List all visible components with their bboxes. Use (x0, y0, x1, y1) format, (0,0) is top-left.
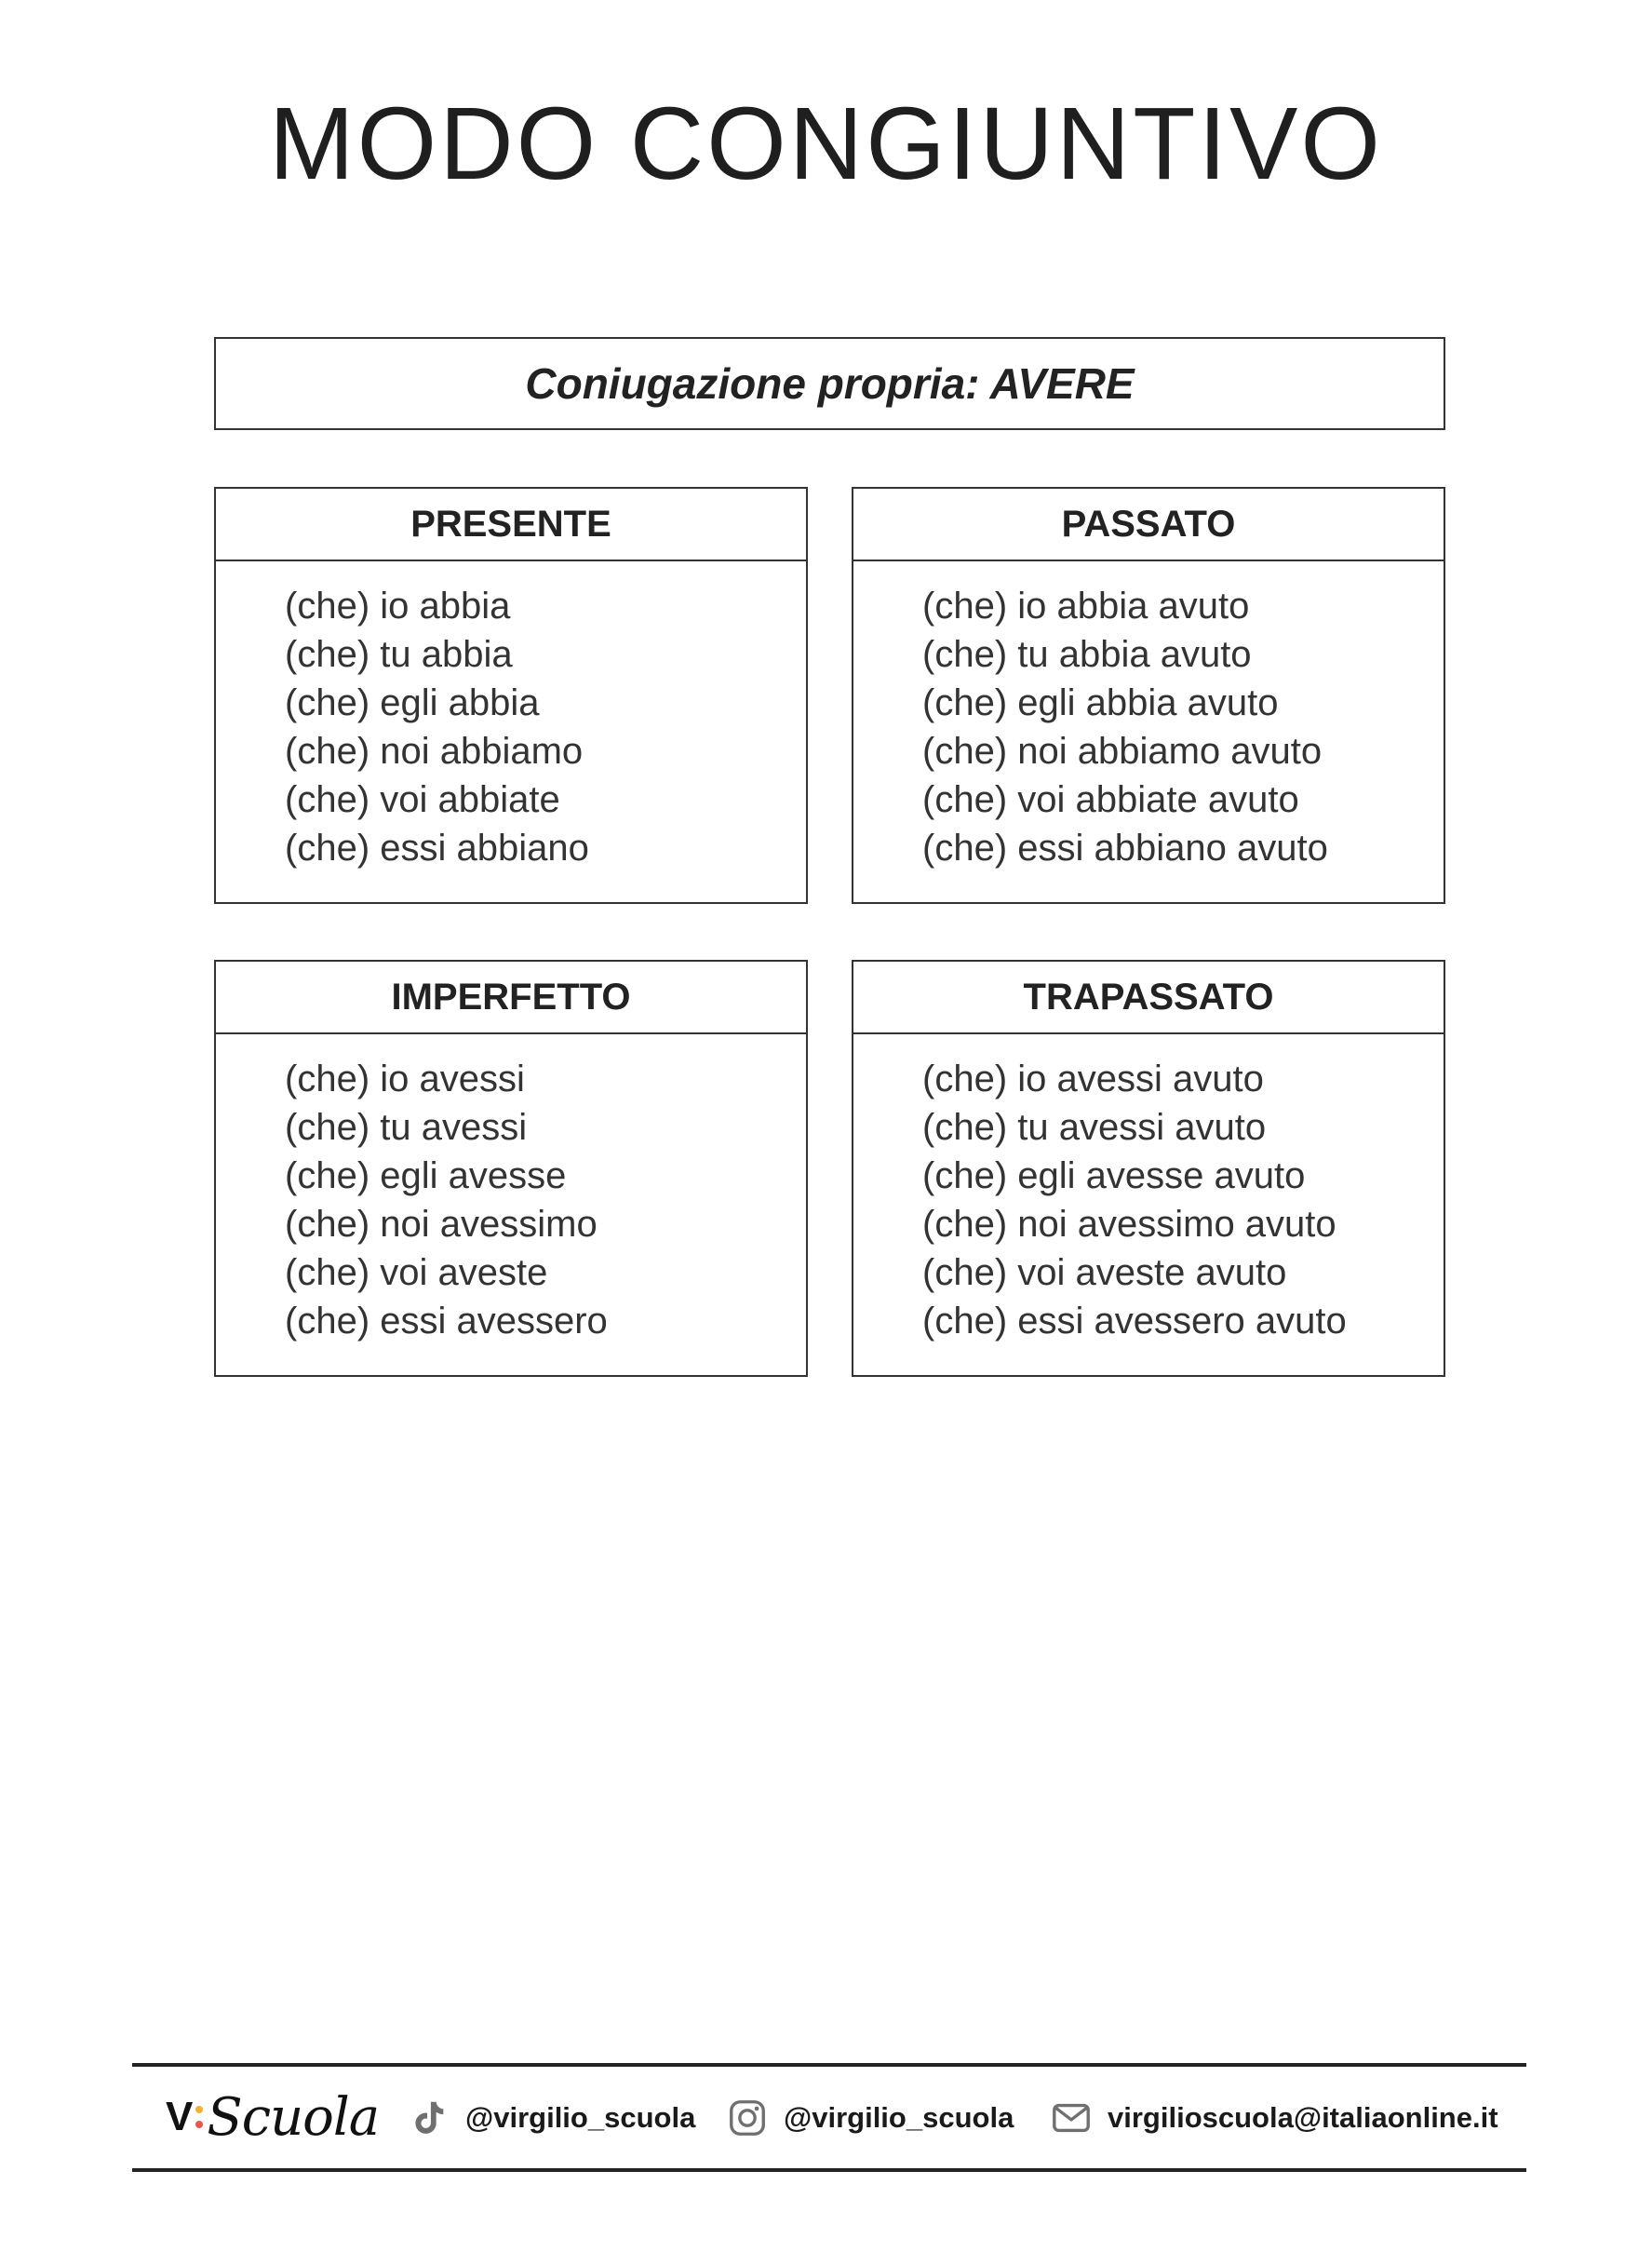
conjugation-form: (che) tu avessi avuto (922, 1107, 1267, 1148)
virgilio-scuola-logo (166, 2080, 379, 2154)
email-address: virgilioscuola@italiaonline.it (1108, 2101, 1498, 2134)
tense-header-presente: PRESENTE (216, 489, 806, 561)
tense-box-passato (852, 487, 1445, 904)
conjugation-form: (che) io avessi (285, 1059, 525, 1099)
conjugation-form: (che) essi abbiano (285, 828, 589, 869)
tiktok-handle: @virgilio_scuola (465, 2101, 696, 2134)
conjugation-form: (che) egli avesse (285, 1155, 567, 1196)
conjugation-form: (che) noi abbiamo avuto (922, 731, 1323, 772)
subtitle-box (214, 337, 1445, 430)
tense-list-presente (216, 561, 806, 872)
mail-icon (1050, 2097, 1093, 2139)
footer (132, 2069, 1526, 2166)
conjugation-form: (che) voi abbiate avuto (922, 779, 1299, 820)
logo-prefix: V (166, 2094, 194, 2139)
tense-box-presente (214, 487, 808, 904)
conjugation-form: (che) essi avessero (285, 1301, 608, 1342)
logo-dot-bottom (195, 2121, 203, 2128)
conjugation-form: (che) noi abbiamo (285, 731, 584, 772)
conjugation-form: (che) voi aveste avuto (922, 1252, 1287, 1293)
subtitle: Coniugazione propria: AVERE (525, 359, 1135, 408)
tense-list-trapassato (853, 1034, 1444, 1345)
logo-script: Scuola (207, 2086, 380, 2148)
conjugation-form: (che) voi aveste (285, 1252, 548, 1293)
logo-colon (195, 2106, 203, 2128)
conjugation-form: (che) egli abbia (285, 682, 540, 723)
instagram-contact[interactable] (726, 2095, 1014, 2141)
tiktok-contact[interactable] (408, 2095, 695, 2141)
tense-box-trapassato (852, 960, 1445, 1377)
conjugation-form: (che) io avessi avuto (922, 1059, 1264, 1099)
tense-header-trapassato: TRAPASSATO (853, 962, 1444, 1034)
tense-header-imperfetto: IMPERFETTO (216, 962, 806, 1034)
email-contact[interactable] (1050, 2095, 1498, 2141)
conjugation-form: (che) voi abbiate (285, 779, 560, 820)
conjugation-form: (che) tu avessi (285, 1107, 528, 1148)
instagram-handle: @virgilio_scuola (784, 2101, 1014, 2134)
conjugation-form: (che) egli avesse avuto (922, 1155, 1306, 1196)
footer-divider-top (132, 2063, 1526, 2067)
conjugation-form: (che) egli abbia avuto (922, 682, 1279, 723)
instagram-icon (726, 2097, 769, 2139)
conjugation-form: (che) noi avessimo avuto (922, 1204, 1336, 1245)
conjugation-form: (che) io abbia avuto (922, 586, 1250, 627)
conjugation-form: (che) noi avessimo (285, 1204, 598, 1245)
tense-box-imperfetto (214, 960, 808, 1377)
conjugation-form: (che) essi abbiano avuto (922, 828, 1328, 869)
conjugation-form: (che) tu abbia (285, 634, 513, 675)
logo-dot-top (195, 2106, 203, 2113)
page-title: MODO CONGIUNTIVO (269, 87, 1383, 201)
footer-divider-bottom (132, 2168, 1526, 2172)
tense-list-passato (853, 561, 1444, 872)
conjugation-form: (che) essi avessero avuto (922, 1301, 1347, 1342)
tense-header-passato: PASSATO (853, 489, 1444, 561)
tense-list-imperfetto (216, 1034, 806, 1345)
conjugation-form: (che) io abbia (285, 586, 511, 627)
tiktok-icon (408, 2097, 450, 2139)
conjugation-form: (che) tu abbia avuto (922, 634, 1252, 675)
